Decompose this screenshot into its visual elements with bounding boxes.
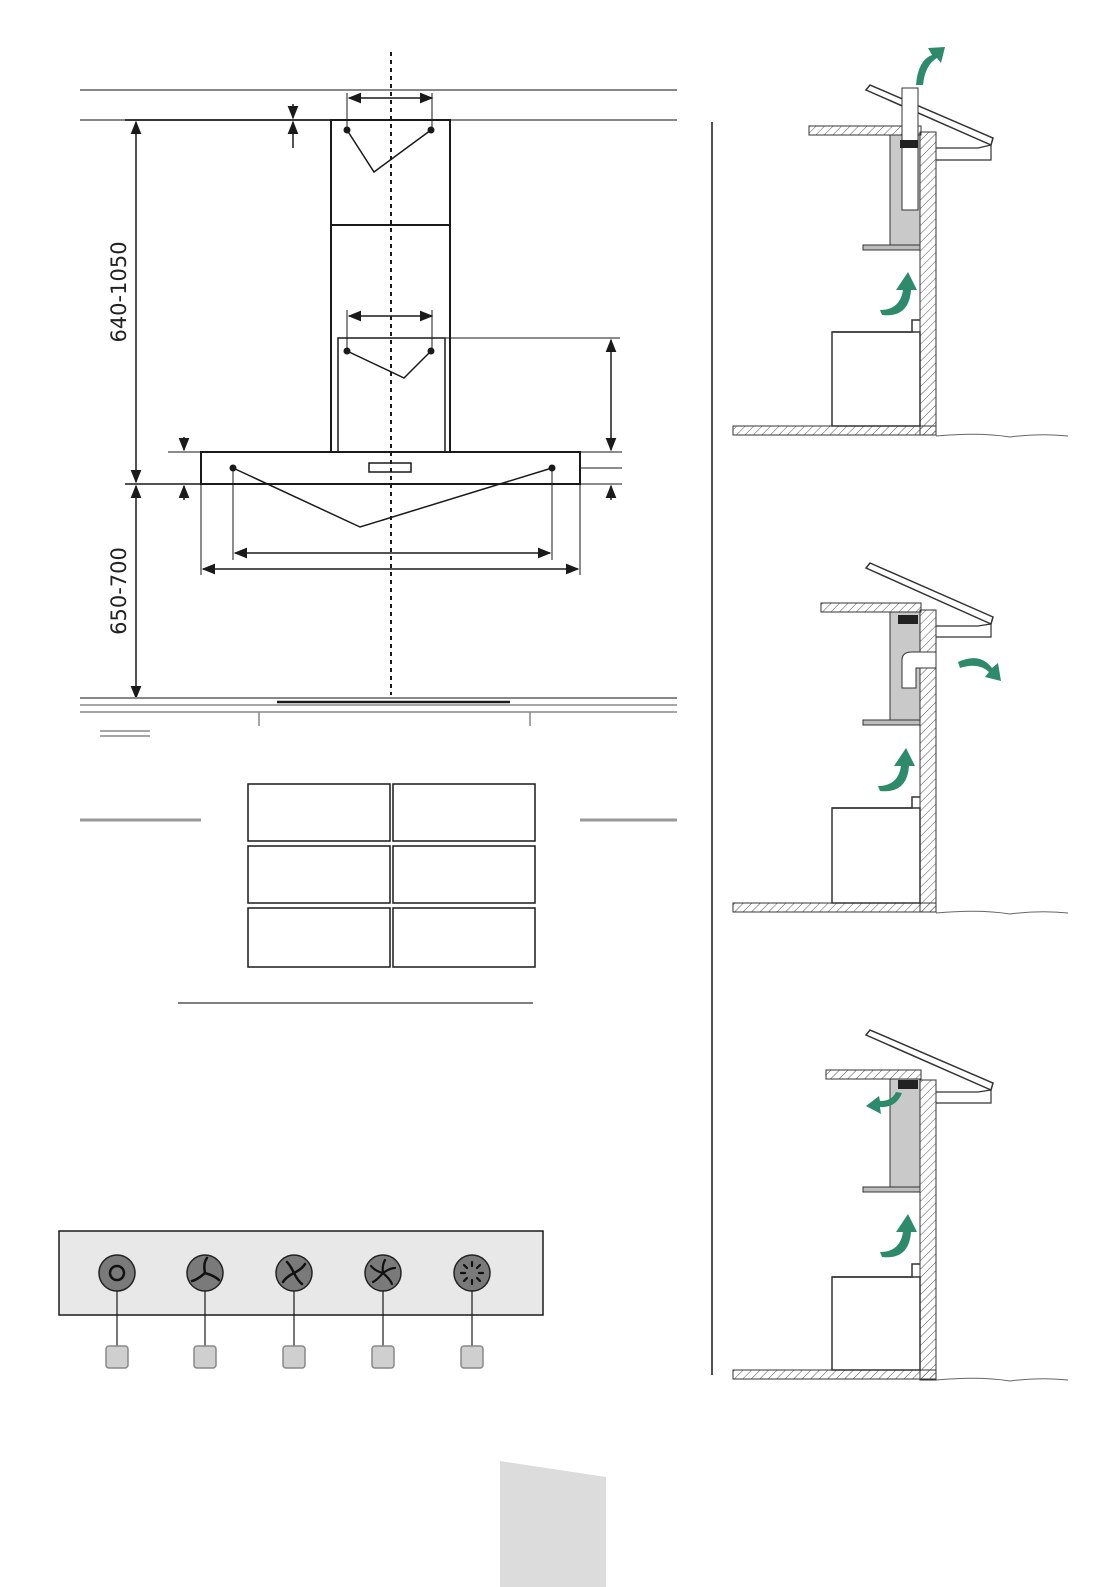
- canopy-bracket: [233, 468, 552, 527]
- table-cell: [248, 846, 390, 903]
- table-cell: [248, 908, 390, 967]
- airflow-arrow-icon: [916, 47, 945, 85]
- fan-speed-3-button[interactable]: [365, 1255, 401, 1291]
- fan-speed-2-button[interactable]: [276, 1255, 312, 1291]
- airflow-arrow-icon: [880, 272, 917, 315]
- install-mode-wall-exhaust: [733, 563, 1068, 914]
- page-tab: [500, 1461, 606, 1587]
- table-cell: [248, 784, 390, 841]
- table-cell: [393, 784, 535, 841]
- indicator-led: [194, 1346, 216, 1368]
- light-button[interactable]: [454, 1255, 490, 1291]
- install-mode-vertical-exhaust: [733, 47, 1068, 437]
- mounting-height-label: 650-700: [107, 547, 131, 635]
- install-mode-recirculation: [733, 1030, 1068, 1381]
- fan-speed-1-button[interactable]: [187, 1255, 223, 1291]
- spec-table: [80, 784, 677, 1003]
- control-panel: [59, 1231, 543, 1368]
- front-view-drawing: [80, 52, 677, 736]
- chimney-height-label: 640-1050: [107, 241, 131, 343]
- indicator-led: [283, 1346, 305, 1368]
- airflow-arrow-icon: [880, 1214, 917, 1257]
- lower-bracket: [347, 351, 431, 378]
- indicator-led: [106, 1346, 128, 1368]
- table-cell: [393, 908, 535, 967]
- table-cell: [393, 846, 535, 903]
- indicator-led: [461, 1346, 483, 1368]
- indicator-led: [372, 1346, 394, 1368]
- airflow-arrow-icon: [878, 748, 915, 791]
- upper-bracket: [347, 130, 431, 172]
- power-button[interactable]: [99, 1255, 135, 1291]
- airflow-arrow-icon: [958, 658, 1001, 681]
